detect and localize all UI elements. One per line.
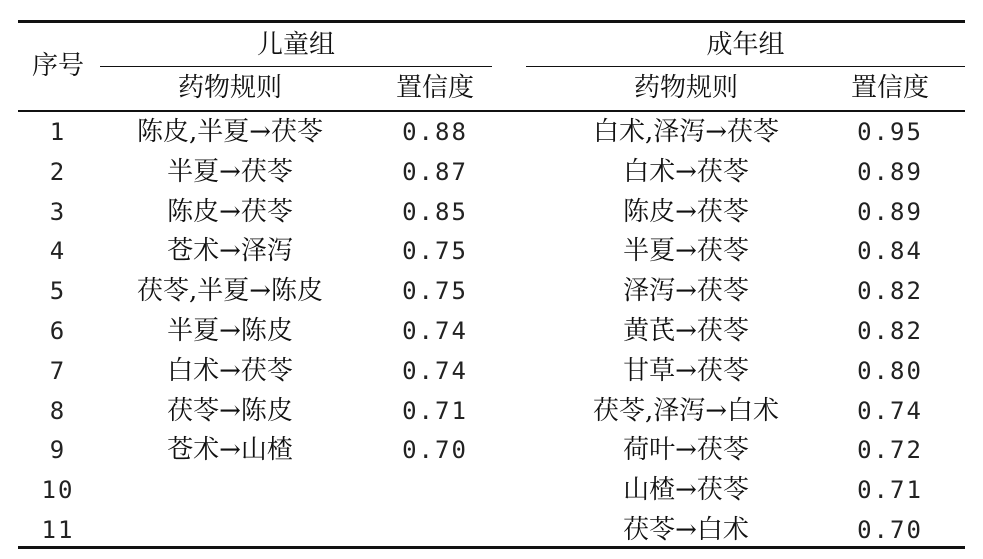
row-child-confidence: 0.70 xyxy=(402,436,468,465)
row-child-confidence: 0.75 xyxy=(402,237,468,266)
row-index: 5 xyxy=(49,277,67,306)
row-adult-rule: 荷叶→茯苓 xyxy=(623,435,749,466)
row-child-confidence: 0.85 xyxy=(402,197,468,226)
row-adult-rule: 泽泻→茯苓 xyxy=(623,276,749,307)
row-child-confidence: 0.88 xyxy=(402,118,468,146)
row-child-confidence: 0.74 xyxy=(402,317,468,345)
row-adult-rule: 黄芪→茯苓 xyxy=(623,316,749,346)
header-children-group: 儿童组 xyxy=(256,30,335,60)
row-adult-confidence: 0.80 xyxy=(857,356,923,385)
row-child-confidence: 0.75 xyxy=(402,277,468,306)
row-index: 11 xyxy=(41,516,75,544)
row-adult-rule: 甘草→茯苓 xyxy=(623,355,749,386)
row-adult-rule: 陈皮→茯苓 xyxy=(623,196,749,227)
row-adult-confidence: 0.82 xyxy=(857,277,923,306)
row-child-rule: 苍术→山楂 xyxy=(167,435,293,466)
header-adult-confidence: 置信度 xyxy=(850,73,929,103)
row-child-rule: 茯苓,半夏→陈皮 xyxy=(136,276,324,307)
row-adult-confidence: 0.95 xyxy=(857,118,923,146)
header-child-rule: 药物规则 xyxy=(177,73,282,103)
children-group-rule xyxy=(100,66,492,67)
row-child-rule: 半夏→陈皮 xyxy=(167,316,293,346)
row-adult-confidence: 0.82 xyxy=(857,317,923,345)
row-index: 6 xyxy=(49,317,67,345)
row-index: 1 xyxy=(49,118,67,146)
top-rule xyxy=(18,20,965,23)
row-child-rule: 陈皮,半夏→茯苓 xyxy=(136,117,324,147)
row-adult-rule: 白术→茯苓 xyxy=(623,156,749,187)
row-adult-confidence: 0.71 xyxy=(857,476,923,505)
header-index: 序号 xyxy=(31,51,84,81)
row-adult-confidence: 0.89 xyxy=(857,157,923,186)
row-adult-confidence: 0.74 xyxy=(857,396,923,425)
row-adult-rule: 茯苓,泽泻→白术 xyxy=(592,395,780,426)
row-index: 3 xyxy=(49,197,67,226)
row-adult-confidence: 0.70 xyxy=(857,516,923,544)
header-adult-rule: 药物规则 xyxy=(633,73,738,103)
row-child-rule: 茯苓→陈皮 xyxy=(167,395,293,426)
row-child-confidence: 0.87 xyxy=(402,157,468,186)
row-child-confidence: 0.74 xyxy=(402,356,468,385)
row-child-rule: 陈皮→茯苓 xyxy=(167,196,293,227)
row-index: 10 xyxy=(41,476,75,505)
header-adult-group: 成年组 xyxy=(706,30,785,60)
row-adult-confidence: 0.72 xyxy=(857,436,923,465)
row-index: 8 xyxy=(49,396,67,425)
adult-group-rule xyxy=(526,66,965,67)
row-adult-confidence: 0.89 xyxy=(857,197,923,226)
row-index: 2 xyxy=(49,157,67,186)
row-child-confidence: 0.71 xyxy=(402,396,468,425)
row-index: 9 xyxy=(49,436,67,465)
row-index: 7 xyxy=(49,356,67,385)
row-adult-rule: 半夏→茯苓 xyxy=(623,236,749,267)
row-child-rule: 苍术→泽泻 xyxy=(167,236,293,267)
row-child-rule: 白术→茯苓 xyxy=(167,355,293,386)
row-adult-rule: 山楂→茯苓 xyxy=(623,475,749,506)
row-child-rule: 半夏→茯苓 xyxy=(167,156,293,187)
row-adult-rule: 白术,泽泻→茯苓 xyxy=(592,117,780,147)
row-adult-confidence: 0.84 xyxy=(857,237,923,266)
row-index: 4 xyxy=(49,237,67,266)
row-adult-rule: 茯苓→白术 xyxy=(623,515,749,545)
header-child-confidence: 置信度 xyxy=(395,73,474,103)
